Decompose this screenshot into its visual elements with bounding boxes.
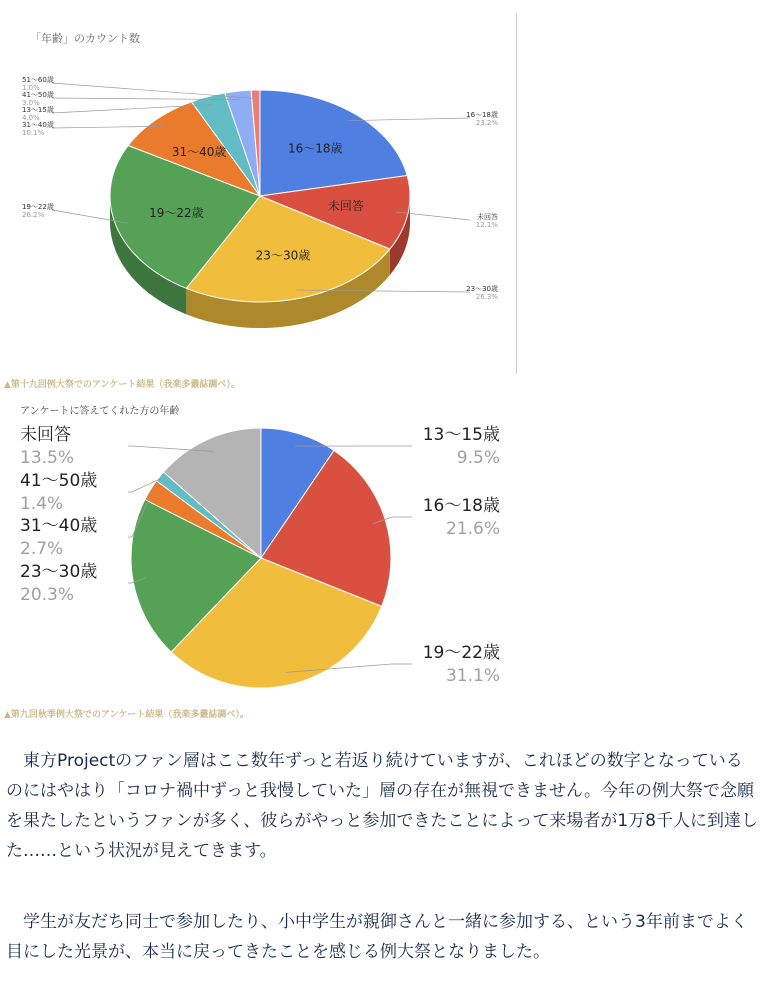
chart1-callout-percent-2: 26.3% — [475, 293, 498, 301]
chart2-callout-label-2: 19〜22歳 — [422, 643, 500, 663]
article-paragraph-1: 東方Projectのファン層はここ数年ずっと若返り続けていますが、これほどの数字となっているのにはやはり「コロナ禍中ずっと我慢していた」層の存在が無視できません。今年の例大祭で念願を果たしたというファンが多く、彼らがやっと参加できたことによって来場者が1万8千人に到達した……という状況が見えてきます。 — [6, 751, 758, 861]
chart2-callout-percent-3: 20.3% — [20, 585, 75, 605]
chart1-leader-line-0 — [348, 118, 470, 121]
chart1-inner-label-3: 19〜22歳 — [149, 206, 204, 221]
vertical-divider — [516, 14, 517, 374]
chart1-callout-percent-7: 1.0% — [22, 84, 40, 92]
chart2-callout-label-1: 16〜18歳 — [422, 496, 500, 516]
chart2-callout-label-3: 23〜30歳 — [20, 562, 98, 582]
chart1-callout-percent-5: 4.0% — [22, 114, 40, 122]
chart2-caption: ▲第九回秋季例大祭でのアンケート結果（我楽多叢誌調べ）。 — [4, 710, 249, 720]
chart1-callout-label-3: 19〜22歳 — [22, 203, 54, 211]
chart1-title: 「年齢」のカウント数 — [30, 32, 140, 45]
article-paragraph-2: 学生が友だち同士で参加したり、小中学生が親御さんと一緒に参加する、という3年前までよく目にした光景が、本当に戻ってきたことを感じる例大祭となりました。 — [6, 912, 748, 962]
chart1-callout-label-6: 41〜50歳 — [22, 91, 54, 99]
chart1-callout-label-2: 23〜30歳 — [466, 285, 498, 293]
chart1-inner-label-2: 23〜30歳 — [255, 248, 311, 263]
chart1-callout-label-0: 16〜18歳 — [466, 111, 498, 119]
pie-chart-3d-age-count — [0, 0, 516, 375]
chart1-callout-label-1: 未回答 — [477, 213, 498, 221]
chart1-callout-percent-1: 12.1% — [475, 221, 498, 229]
chart1-inner-label-0: 16〜18歳 — [287, 141, 343, 156]
chart1-caption: ▲第十九回例大祭でのアンケート結果（我楽多叢誌調べ）。 — [4, 380, 240, 390]
chart2-callout-percent-1: 21.6% — [445, 519, 500, 539]
chart1-callout-label-5: 13〜15歳 — [22, 106, 54, 114]
chart2-callout-percent-5: 1.4% — [20, 494, 64, 514]
chart2-callout-label-5: 41〜50歳 — [20, 471, 98, 491]
chart1-callout-percent-0: 23.2% — [475, 119, 498, 127]
chart2-callout-percent-4: 2.7% — [20, 539, 64, 559]
chart2-callout-label-0: 13〜15歳 — [422, 425, 500, 445]
chart1-callout-label-7: 51〜60歳 — [22, 76, 54, 84]
chart2-callout-label-4: 31〜40歳 — [20, 516, 98, 536]
chart1-callout-percent-6: 3.0% — [22, 99, 40, 107]
chart1-callout-label-4: 31〜40歳 — [22, 121, 54, 129]
chart2-callout-percent-6: 13.5% — [20, 448, 75, 468]
chart1-callout-percent-3: 26.2% — [22, 211, 45, 219]
chart1-leader-line-7 — [52, 83, 256, 99]
chart1-inner-label-1: 未回答 — [327, 199, 364, 214]
chart2-title: アンケートに答えてくれた方の年齢 — [20, 406, 180, 417]
pie-chart-respondent-age — [0, 396, 516, 701]
chart1-callout-percent-4: 10.1% — [22, 129, 45, 137]
chart2-callout-percent-0: 9.5% — [456, 448, 500, 468]
chart2-callout-label-6: 未回答 — [20, 425, 71, 445]
chart1-inner-label-4: 31〜40歳 — [171, 145, 227, 160]
chart2-callout-percent-2: 31.1% — [445, 666, 500, 686]
